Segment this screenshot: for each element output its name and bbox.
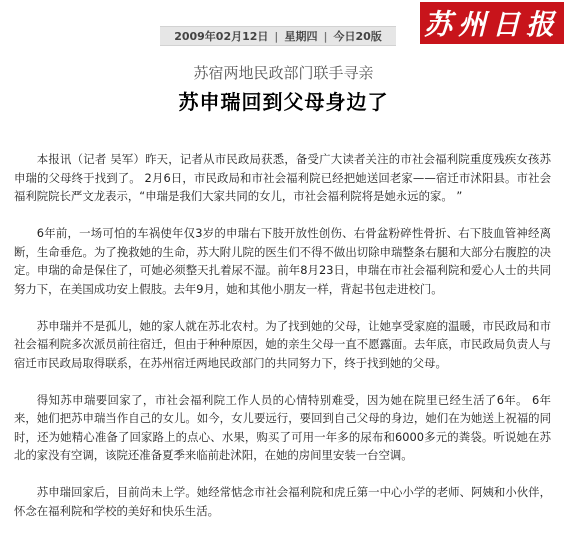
article-kicker: 苏宿两地民政部门联手寻亲 [193,64,374,82]
dateline-separator: | [323,29,328,43]
article-paragraph: 6年前，一场可怕的车祸使年仅3岁的申瑞右下肢开放性创伤、右骨盆粉碎性骨折、右下肢血管神经离断，生命垂危。为了挽救她的生命，苏大附儿院的医生们不得不做出切除申瑞整条右腿和大部分右腹腔的决定。申瑞的命是保住了，可她必须整天扎着尿不湿。前年8月23日，申瑞在市社会福利院和爱心人士的共同努力下，在美国成功安上假肢。去年9月，她和其他小朋友一样，背起书包走进校门。 [14,226,551,296]
article-paragraph: 苏申瑞回家后，目前尚未上学。她经常惦念市社会福利院和虎丘第一中心小学的老师、阿姨和小伙伴，怀念在福利院和学校的美好和快乐生活。 [14,485,551,518]
issue-weekday: 星期四 [284,30,318,43]
issue-date: 2009年02月12日 [174,30,269,43]
issue-edition: 今日20版 [333,30,382,43]
newspaper-header [0,0,567,46]
dateline-separator: | [274,29,279,43]
article-headline: 苏申瑞回到父母身边了 [178,90,389,114]
newspaper-masthead-logo [420,2,564,44]
article-paragraph: 苏申瑞并不是孤儿，她的家人就在苏北农村。为了找到她的父母，让她享受家庭的温暖，市民政局和市社会福利院多次派员前往宿迁，但由于种种原因，她的亲生父母一直不愿露面。去年底，市民政局负责人与宿迁市民政局取得联系，在苏州宿迁两地民政部门的共同努力下，终于找到她的父母。 [14,318,551,370]
article-body [14,150,551,539]
article-paragraph: 得知苏申瑞要回家了，市社会福利院工作人员的心情特别难受，因为她在院里已经生活了6年。 6年来，她们把苏申瑞当作自己的女儿。如今，女儿要远行，要回到自己父母的身边，她们在为她送上祝福的同时，还为她精心准备了回家路上的点心、水果，购买了可用一年多的尿布和6000多元的粪袋。听说她在苏北的家没有空调，该院还准备夏季来临前赴沭阳，在她的房间里安装一台空调。 [14,392,551,462]
dateline-bar [160,26,396,46]
article-paragraph: 本报讯（记者 吴军）昨天，记者从市民政局获悉，备受广大读者关注的市社会福利院重度残疾女孩苏申瑞的父母终于找到了。 2月6日，市民政局和市社会福利院已经把她送回老家——宿迁市沭阳县。市社会福利院院长严文龙表示，“申瑞是我们大家共同的女儿，市社会福利院将是她永远的家。 ” [14,152,551,203]
masthead-text: 苏州日报 [423,8,560,41]
